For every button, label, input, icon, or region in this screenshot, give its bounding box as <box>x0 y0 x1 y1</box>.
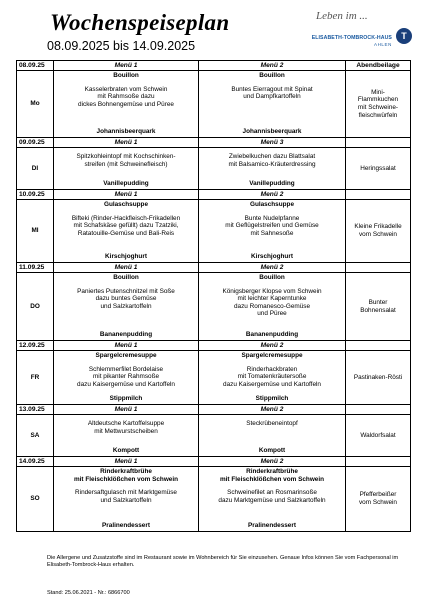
day-header-row <box>17 341 411 351</box>
abendbeilage-cell: Pfefferbeißer vom Schwein <box>346 467 411 532</box>
day-header-row <box>17 190 411 200</box>
menu1-dessert: Vanillepudding <box>103 180 149 188</box>
day-header-row <box>17 61 411 71</box>
day-date: 08.09.25 <box>17 61 54 71</box>
menu2-cell <box>199 351 346 405</box>
menu1-cell <box>54 148 199 190</box>
day-date: 14.09.25 <box>17 457 54 467</box>
menu2-cell <box>199 71 346 138</box>
logo-org-name: ELISABETH-TOMBROCK-HAUS <box>311 35 392 41</box>
menu2-label: Menü 2 <box>199 190 346 200</box>
logo-mark-icon: T <box>396 28 412 44</box>
page-title: Wochenspeiseplan <box>50 10 230 35</box>
day-header-row <box>17 263 411 273</box>
menu2-dessert: Vanillepudding <box>249 180 295 188</box>
abendbeilage-header-empty <box>346 138 411 148</box>
menu1-soup: Rinderkraftbrühe mit Fleischklößchen vom Schwein <box>73 468 179 483</box>
menu2-dessert: Pralinendessert <box>248 522 296 530</box>
abendbeilage-header-empty <box>346 190 411 200</box>
menu2-main-dish: Zwiebelkuchen dazu Blattsalat mit Balsamico-Kräuterdressing <box>228 153 316 168</box>
menu1-main-dish: Schlemmerfilet Bordelaise mit pikanter Rahmsoße dazu Kaisergemüse und Kartoffeln <box>77 365 175 388</box>
menu1-label: Menü 1 <box>54 190 199 200</box>
menu1-soup: Gulaschsuppe <box>103 201 149 208</box>
menu2-soup: Rinderkraftbrühe mit Fleischklößchen vom Schwein <box>219 468 325 483</box>
menu1-cell <box>54 71 199 138</box>
menu2-soup: Spargelcremesuppe <box>241 352 303 359</box>
menu1-label: Menü 1 <box>54 405 199 415</box>
menu2-soup: Bouillon <box>259 274 285 281</box>
menu1-main-dish: Paniertes Putenschnitzel mit Soße dazu buntes Gemüse und Salzkartoffeln <box>77 287 175 310</box>
menu2-soup: Bouillon <box>259 72 285 79</box>
document-stand: Stand: 25.06.2021 - Nr.: 6866700 <box>47 590 130 596</box>
menu1-label: Menü 1 <box>54 341 199 351</box>
day-menu-row <box>17 71 411 138</box>
menu2-label: Menü 2 <box>199 341 346 351</box>
abendbeilage-header-empty <box>346 457 411 467</box>
day-header-row <box>17 457 411 467</box>
weekday-label: FR <box>17 351 54 405</box>
menu-table <box>16 60 411 532</box>
menu2-label: Menü 2 <box>199 61 346 71</box>
abendbeilage-header: Abendbeilage <box>346 61 411 71</box>
menu1-main-dish: Spitzkohleintopf mit Kochschinken- streifen (mit Schweinefleisch) <box>76 153 176 168</box>
menu2-label: Menü 3 <box>199 138 346 148</box>
logo-location: AHLEN <box>373 42 392 47</box>
weekday-label: SA <box>17 415 54 457</box>
menu-table-body <box>17 61 411 532</box>
menu2-soup: Gulaschsuppe <box>249 201 295 208</box>
logo-slogan: Leben im ... <box>316 10 368 22</box>
day-header-row <box>17 405 411 415</box>
menu2-dessert: Kirschjoghurt <box>251 253 293 261</box>
weekday-label: DI <box>17 148 54 190</box>
abendbeilage-cell: Waldorfsalat <box>346 415 411 457</box>
menu2-dessert: Bananenpudding <box>245 331 299 339</box>
menu2-cell <box>199 148 346 190</box>
menu2-main-dish: Rinderhackbraten mit Tomatenkräutersoße dazu Kaisergemüse und Kartoffeln <box>223 365 321 388</box>
menu1-cell <box>54 467 199 532</box>
menu1-dessert: Stippmilch <box>109 395 143 403</box>
weekday-label: MI <box>17 200 54 263</box>
abendbeilage-cell: Kleine Frikadelle vom Schwein <box>346 200 411 263</box>
weekday-label: SO <box>17 467 54 532</box>
abendbeilage-cell: Pastinaken-Rösti <box>346 351 411 405</box>
menu1-soup: Spargelcremesuppe <box>95 352 157 359</box>
menu1-soup: Bouillon <box>113 72 139 79</box>
menu2-cell <box>199 200 346 263</box>
menu1-dessert: Kirschjoghurt <box>105 253 147 261</box>
menu2-main-dish: Buntes Eierragout mit Spinat und Dampfkartoffeln <box>231 85 313 101</box>
day-menu-row <box>17 351 411 405</box>
menu1-cell <box>54 273 199 341</box>
menu2-dessert: Kompott <box>258 447 286 455</box>
weekday-label: DO <box>17 273 54 341</box>
abendbeilage-header-empty <box>346 341 411 351</box>
day-menu-row <box>17 415 411 457</box>
menu2-cell <box>199 273 346 341</box>
day-date: 09.09.25 <box>17 138 54 148</box>
abendbeilage-header-empty <box>346 405 411 415</box>
menu1-dessert: Bananenpudding <box>99 331 153 339</box>
menu1-dessert: Pralinendessert <box>102 522 150 530</box>
menu1-dessert: Johannisbeerquark <box>96 128 156 136</box>
menu2-main-dish: Königsberger Klopse vom Schwein mit leichter Kaperntunke dazu Romanesco-Gemüse und Püree <box>222 287 322 318</box>
day-date: 10.09.25 <box>17 190 54 200</box>
menu1-label: Menü 1 <box>54 138 199 148</box>
menu2-main-dish: Schweinefilet an Rosmarinsoße dazu Marktgemüse und Salzkartoffeln <box>218 489 326 504</box>
menu1-main-dish: Rindersaftgulasch mit Marktgemüse und Salzkartoffeln <box>75 489 177 504</box>
day-date: 11.09.25 <box>17 263 54 273</box>
menu1-cell <box>54 351 199 405</box>
abendbeilage-cell: Bunter Bohnensalat <box>346 273 411 341</box>
menu1-cell <box>54 415 199 457</box>
menu2-main-dish: Steckrübeneintopf <box>246 420 298 427</box>
day-date: 12.09.25 <box>17 341 54 351</box>
menu1-main-dish: Altdeutsche Kartoffelsuppe mit Mettwurstscheiben <box>87 420 165 435</box>
day-menu-row <box>17 273 411 341</box>
menu1-main-dish: Kasselerbraten vom Schwein mit Rahmsoße dazu dickes Bohnengemüse und Püree <box>78 85 174 108</box>
day-menu-row <box>17 148 411 190</box>
menu1-cell <box>54 200 199 263</box>
abendbeilage-header-empty <box>346 263 411 273</box>
menu1-label: Menü 1 <box>54 263 199 273</box>
menu1-main-dish: Bifteki (Rinder-Hackfleisch-Frikadellen mit Schafskäse gefüllt) dazu Tzatziki, Ratatouille-Gemüse und Bali-Reis <box>71 214 181 237</box>
abendbeilage-cell: Heringssalat <box>346 148 411 190</box>
menu2-label: Menü 2 <box>199 457 346 467</box>
menu2-dessert: Stippmilch <box>255 395 289 403</box>
menu1-dessert: Kompott <box>112 447 140 455</box>
allergen-note: Die Allergene und Zusatzstoffe sind im Restaurant sowie im Wohnbereich für Sie einzusehen. Genaue Infos können Sie vom Fachpersonal im Elisabeth-Tombrock-Haus erhalten. <box>47 555 399 568</box>
day-header-row <box>17 138 411 148</box>
menu1-label: Menü 1 <box>54 457 199 467</box>
day-date: 13.09.25 <box>17 405 54 415</box>
menu1-soup: Bouillon <box>113 274 139 281</box>
organization-logo <box>296 8 416 48</box>
menu2-label: Menü 2 <box>199 263 346 273</box>
day-menu-row <box>17 467 411 532</box>
date-range: 08.09.2025 bis 14.09.2025 <box>47 39 196 53</box>
menu2-cell <box>199 415 346 457</box>
weekday-label: Mo <box>17 71 54 138</box>
menu1-label: Menü 1 <box>54 61 199 71</box>
menu2-cell <box>199 467 346 532</box>
day-menu-row <box>17 200 411 263</box>
menu2-dessert: Johannisbeerquark <box>242 128 302 136</box>
abendbeilage-cell: Mini- Flammkuchen mit Schweine- fleischwürfeln <box>346 71 411 138</box>
menu2-label: Menü 2 <box>199 405 346 415</box>
menu2-main-dish: Bunte Nudelpfanne mit Geflügelstreifen und Gemüse mit Sahnesoße <box>225 214 319 237</box>
